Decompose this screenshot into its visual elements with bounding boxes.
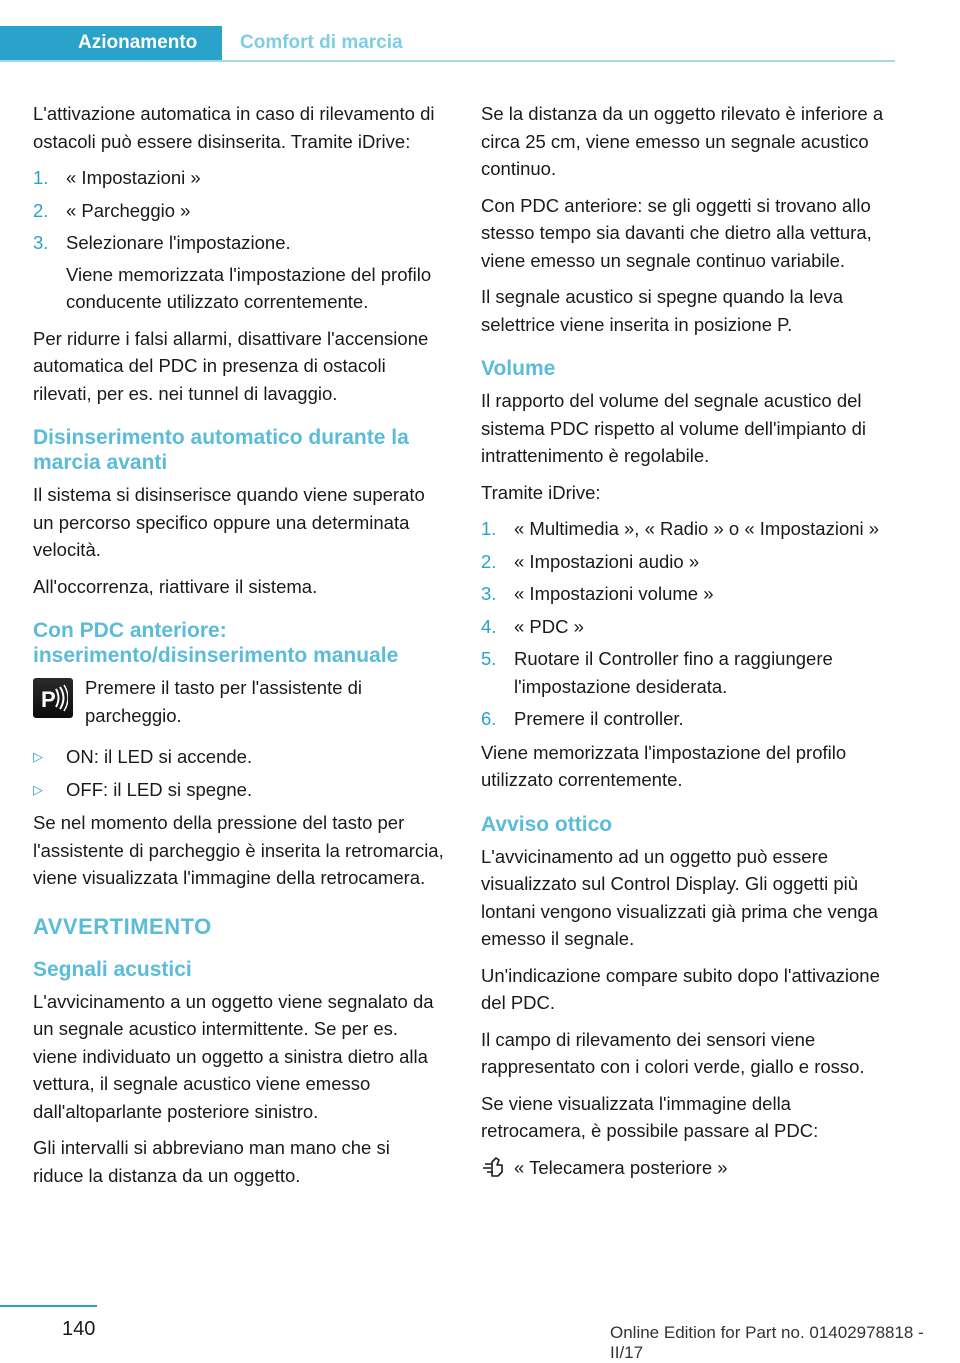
list-item: 1. « Impostazioni » (33, 167, 201, 188)
header-divider (0, 60, 895, 62)
led-status-list (33, 743, 445, 803)
rear-camera-item (481, 1154, 893, 1186)
hand-pointer-icon (481, 1154, 514, 1186)
list-item: 5. Ruotare il Controller fino a raggiungere l'impostazione desiderata. (481, 648, 833, 697)
button-instruction-text: Premere il tasto per l'assistente di parcheggio. (85, 677, 363, 726)
park-assist-button-icon (33, 678, 73, 718)
right-column (481, 100, 893, 1185)
paragraph: Se viene visualizzata l'immagine della retrocamera, è possibile passare al PDC: (481, 1092, 819, 1141)
paragraph: Viene memorizzata l'impostazione del profilo utilizzato correntemente. (481, 741, 847, 790)
triangle-bullet-icon: ▷ (33, 749, 43, 764)
warning-heading: AVVERTIMENTO (33, 913, 212, 939)
paragraph: Se la distanza da un oggetto rilevato è inferiore a circa 25 cm, viene emesso un segnale acustico continuo. (481, 103, 884, 179)
paragraph: L'avvicinamento ad un oggetto può essere visualizzato sul Control Display. Gli oggetti più lontani vengono visualizzati già prima che venga emesso il segnale. (481, 845, 878, 949)
intro-paragraph: L'attivazione automatica in caso di rilevamento di ostacoli può essere disinserita. Tramite iDrive: (33, 103, 435, 152)
list-item: 2. « Impostazioni audio » (481, 550, 700, 572)
svg-text:P: P (41, 687, 56, 712)
section-heading: Volume (481, 357, 556, 380)
paragraph: Gli intervalli si abbreviano man mano che si riduce la distanza da un oggetto. (33, 1137, 390, 1186)
paragraph: Il sistema si disinserisce quando viene superato un percorso specifico oppure una determinata velocità. (33, 484, 425, 560)
rear-camera-label: « Telecamera posteriore » (514, 1156, 728, 1178)
paragraph: Tramite iDrive: (481, 481, 601, 503)
edition-text: Online Edition for Part no. 01402978818 - II/17 (610, 1323, 924, 1362)
section-heading: Disinserimento automatico durante la marcia avanti (33, 426, 409, 474)
list-item: ▷ ON: il LED si accende. (33, 743, 445, 771)
page-number: 140 (62, 1318, 96, 1340)
paragraph: Un'indicazione compare subito dopo l'attivazione del PDC. (481, 964, 880, 1013)
section-heading: Con PDC anteriore: inserimento/disinserimento manuale (33, 619, 399, 667)
paragraph: Il segnale acustico si spegne quando la leva selettrice viene inserita in posizione P. (481, 286, 844, 335)
list-note: Viene memorizzata l'impostazione del profilo conducente utilizzato correntemente. (66, 263, 432, 312)
paragraph: Per ridurre i falsi allarmi, disattivare l'accensione automatica del PDC in presenza di ostacoli rilevati, per es. nei tunnel di lavaggio. (33, 327, 429, 404)
paragraph: Il rapporto del volume del segnale acustico del sistema PDC rispetto al volume dell'impianto di intrattenimento è regolabile. (481, 390, 866, 466)
list-item: ▷ OFF: il LED si spegne. (33, 776, 445, 804)
left-column (33, 100, 445, 1198)
paragraph: Il campo di rilevamento dei sensori viene rappresentato con i colori verde, giallo e rosso. (481, 1028, 865, 1077)
paragraph: All'occorrenza, riattivare il sistema. (33, 575, 318, 597)
section-tab-comfort: Comfort di marcia (240, 32, 403, 53)
volume-steps-list (481, 515, 893, 733)
list-item: 1. « Multimedia », « Radio » o « Impostazioni » (481, 518, 880, 539)
paragraph: L'avvicinamento a un oggetto viene segnalato da un segnale acustico intermittente. Se per es. viene individuato un oggetto a sinistra dietro alla vettura, il segnale acustico viene emesso dall'altoparlante posteriore sinistro. (33, 990, 434, 1122)
triangle-bullet-icon: ▷ (33, 781, 43, 797)
list-item: 3. « Impostazioni volume » (481, 583, 714, 604)
list-item: 3. Selezionare l'impostazione. (33, 232, 291, 253)
section-heading: Avviso ottico (481, 812, 613, 836)
page-header (0, 0, 960, 62)
parking-button-instruction (33, 674, 445, 729)
list-item: 6. Premere il controller. (481, 708, 684, 729)
footer-divider (0, 1305, 97, 1307)
section-heading: Segnali acustici (33, 957, 192, 981)
paragraph: Con PDC anteriore: se gli oggetti si trovano allo stesso tempo sia davanti che dietro alla vettura, viene emesso un segnale continuo variabile. (481, 194, 872, 271)
idrive-steps-list (33, 164, 445, 257)
section-tab-azionamento: Azionamento (0, 26, 222, 60)
paragraph: Se nel momento della pressione del tasto per l'assistente di parcheggio è inserita la retromarcia, viene visualizzata l'immagine della retrocamera. (33, 812, 444, 888)
list-item: 4. « PDC » (481, 615, 584, 637)
list-item: 2. « Parcheggio » (33, 199, 191, 221)
